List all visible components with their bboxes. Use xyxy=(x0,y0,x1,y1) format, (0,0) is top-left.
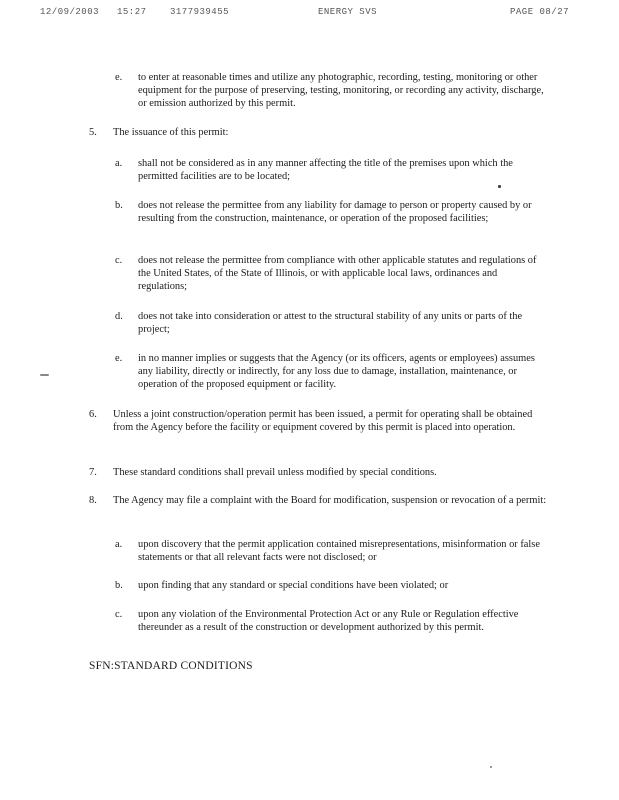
item-label: b. xyxy=(115,580,123,591)
section-text: The issuance of this permit: xyxy=(113,127,229,138)
item-label: c. xyxy=(115,609,123,620)
section-number: 7. xyxy=(89,467,97,478)
section-text: These standard conditions shall prevail unless modified by special conditions. xyxy=(113,467,437,478)
item-label: c. xyxy=(115,255,123,266)
section-number: 8. xyxy=(89,495,97,506)
item-label: a. xyxy=(115,158,123,169)
fax-header xyxy=(0,7,619,21)
item-text: upon discovery that the permit application contained misrepresentations, misinformation or false statements or that all relevant facts were not disclosed; or xyxy=(138,539,540,563)
item-label: e. xyxy=(115,72,123,83)
fax-time: 15:27 xyxy=(117,7,147,17)
item-label: d. xyxy=(115,311,123,322)
item-text: to enter at reasonable times and utilize any photographic, recording, testing, monitoring or other equipment for the purpose of preserving, testing, monitoring, or recording any activity, discharge, or emission authorized by this permit. xyxy=(138,72,544,109)
item-text: in no manner implies or suggests that the Agency (or its officers, agents or employees) assumes any liability, directly or indirectly, for any loss due to damage, installation, maintenance, or operation of the proposed equipment or facility. xyxy=(138,353,535,390)
item-text: does not take into consideration or attest to the structural stability of any units or parts of the project; xyxy=(138,311,523,335)
scan-speck xyxy=(490,766,492,768)
fax-date: 12/09/2003 xyxy=(40,7,100,17)
item-label: e. xyxy=(115,353,123,364)
item-text: does not release the permittee from any liability for damage to person or property caused by or resulting from the construction, maintenance, or operation of the proposed facilities; xyxy=(138,200,532,224)
section-text: The Agency may file a complaint with the Board for modification, suspension or revocation of a permit: xyxy=(113,495,547,506)
item-text: shall not be considered as in any manner affecting the title of the premises upon which the permitted facilities are to be located; xyxy=(138,158,513,182)
fax-phone-number: 3177939455 xyxy=(170,7,230,17)
item-text: does not release the permittee from compliance with other applicable statutes and regulations of the United States, of the State of Illinois, or with applicable local laws, ordinances and regulations; xyxy=(138,255,537,292)
item-label: b. xyxy=(115,200,123,211)
footer-heading: SFN:STANDARD CONDITIONS xyxy=(89,660,253,672)
scan-speck xyxy=(498,185,501,188)
section-number: 6. xyxy=(89,409,97,420)
item-text: upon any violation of the Environmental Protection Act or any Rule or Regulation effective thereunder as a result of the construction or development authorized by this permit. xyxy=(138,609,519,633)
fax-page-number: PAGE 08/27 xyxy=(510,7,570,17)
item-label: a. xyxy=(115,539,123,550)
fax-department: ENERGY SVS xyxy=(318,7,378,17)
scan-speck xyxy=(40,374,49,376)
section-number: 5. xyxy=(89,127,97,138)
section-text: Unless a joint construction/operation permit has been issued, a permit for operating shall be obtained from the Agency before the facility or equipment covered by this permit is placed into operation. xyxy=(113,409,533,433)
item-text: upon finding that any standard or special conditions have been violated; or xyxy=(138,580,449,591)
